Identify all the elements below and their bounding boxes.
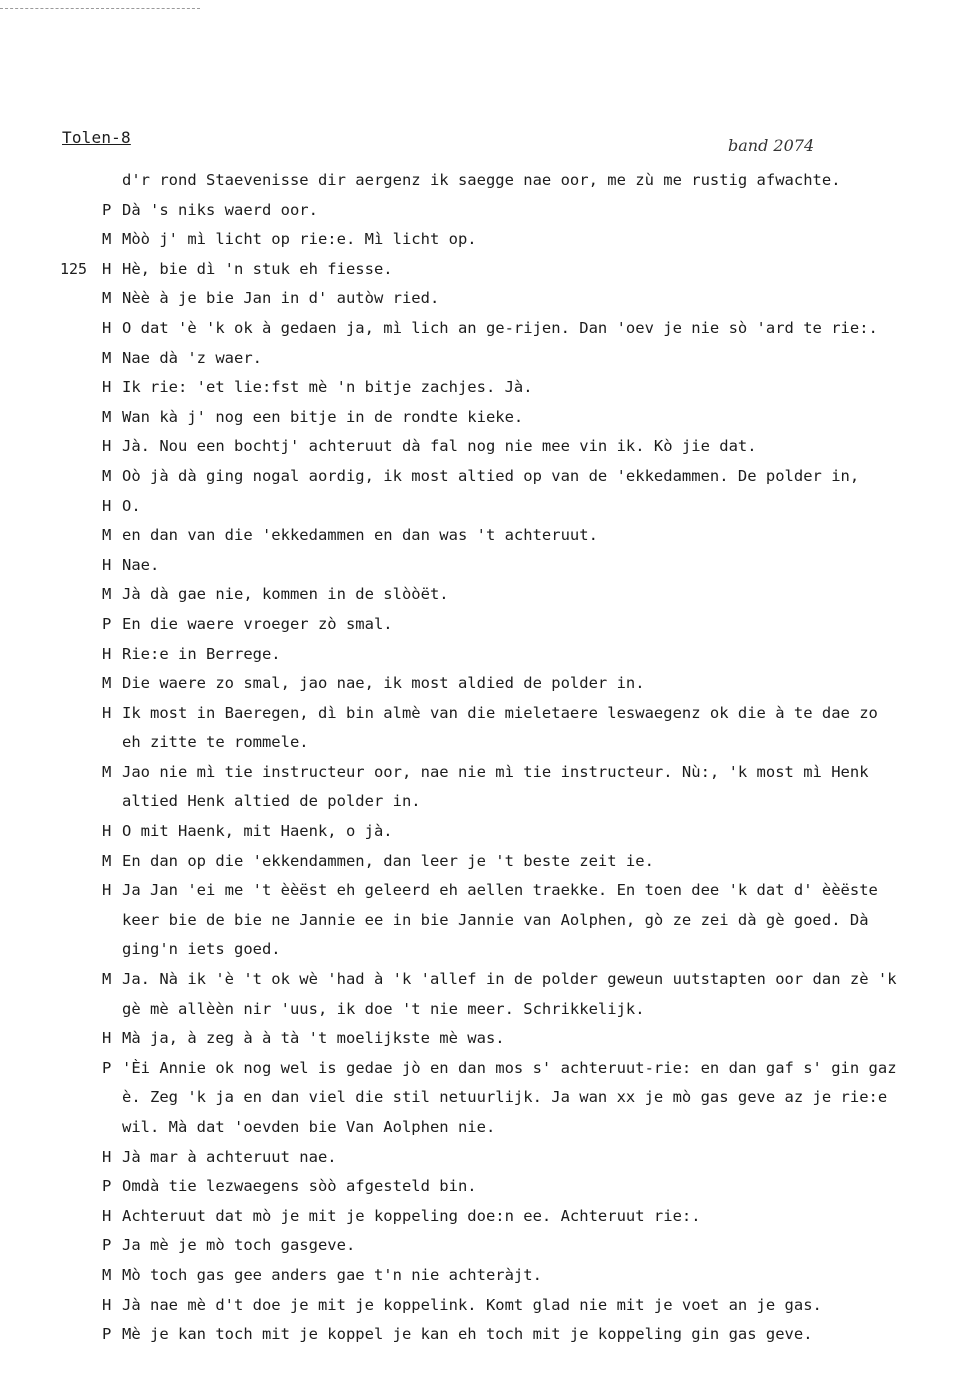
utterance-text: Mòò j' mì licht op rie:e. Mì licht op. [122,230,477,249]
utterance-text: Mè je kan toch mit je koppel je kan eh toch mit je koppeling gin gas geve. [122,1325,813,1344]
transcript-line [60,1024,950,1054]
utterance-text: Oò jà dà ging nogal aordig, ik most altied op van de 'ekkedammen. De polder in, [122,466,860,485]
speaker-label: H [102,881,112,900]
utterance-text: Mà ja, à zeg à à tà 't moelijkste mè was. [122,1029,505,1048]
utterance-text: Ja Jan 'ei me 't èèëst eh geleerd eh aellen traekke. En toen dee 'k dat d' èèëste [122,881,878,900]
utterance-text: Jà. Nou een bochtj' achteruut dà fal nog nie mee vin ik. Kò jie dat. [122,437,757,456]
transcript-line [60,640,950,670]
speaker-label: M [102,289,112,308]
utterance-text: altied Henk altied de polder in. [122,792,421,811]
transcript-line [60,876,950,906]
utterance-text: Die waere zo smal, jao nae, ik most aldied de polder in. [122,674,645,693]
utterance-text: Nae dà 'z waer. [122,348,262,367]
utterance-text: Ik rie: 'et lie:fst mè 'n bitje zachjes. Jà. [122,378,533,397]
transcript-line [60,1054,950,1084]
transcript-line [60,314,950,344]
transcript-line [60,344,950,374]
utterance-text: En die waere vroeger zò smal. [122,614,393,633]
speaker-label: P [102,1325,112,1344]
speaker-label: M [102,348,112,367]
speaker-label: H [102,1029,112,1048]
utterance-text: Omdà tie lezwaegens sòò afgesteld bin. [122,1177,477,1196]
speaker-label: P [102,1058,112,1077]
transcript-line [60,817,950,847]
transcript-line [60,521,950,551]
speaker-label: P [102,1236,112,1255]
utterance-text: Nae. [122,555,160,574]
utterance-text: Nèè à je bie Jan in d' autòw ried. [122,289,440,308]
transcript-line [60,1143,950,1173]
transcript-line [60,196,950,226]
utterance-text: 'Èi Annie ok nog wel is gedae jò en dan mos s' achteruut-rie: en dan gaf s' gin gaz [122,1058,897,1077]
utterance-text: Wan kà j' nog een bitje in de rondte kieke. [122,407,524,426]
transcript-line [60,166,950,196]
speaker-label: M [102,1265,112,1284]
transcript-line [60,965,950,995]
speaker-label: M [102,585,112,604]
speaker-label: M [102,466,112,485]
transcript-line [60,610,950,640]
utterance-text: eh zitte te rommele. [122,733,309,752]
speaker-label: M [102,407,112,426]
utterance-text: Ik most in Baeregen, dì bin almè van die mieletaere leswaegenz ok die à te dae zo [122,703,878,722]
utterance-text: Jà nae mè d't doe je mit je koppelink. Komt glad nie mit je voet an je gas. [122,1295,822,1314]
transcript-line [60,1113,950,1143]
speaker-label: H [102,822,112,841]
document-title: Tolen-8 [62,128,131,147]
utterance-text: wil. Mà dat 'oevden bie Van Aolphen nie. [122,1118,496,1136]
transcript-line [60,669,950,699]
speaker-label: H [102,1206,112,1225]
utterance-text: Mò toch gas gee anders gae t'n nie achteràjt. [122,1265,542,1284]
transcript-line [60,225,950,255]
transcript-line [60,1083,950,1113]
transcript-line [60,551,950,581]
speaker-label: H [102,318,112,337]
utterance-text: Jao nie mì tie instructeur oor, nae nie mì tie instructeur. Nù:, 'k most mì Henk [122,762,869,781]
transcript-line [60,995,950,1025]
line-number: 125 [60,259,88,278]
speaker-label: H [102,555,112,574]
speaker-label: H [102,1147,112,1166]
speaker-label: H [102,437,112,456]
transcript-line [60,492,950,522]
transcript-line [60,1172,950,1202]
scan-edge-rule [0,8,200,9]
utterance-text: Dà 's niks waerd oor. [122,200,318,219]
speaker-label: H [102,1295,112,1314]
speaker-label: H [102,378,112,397]
utterance-text: Jà mar à achteruut nae. [122,1147,337,1166]
speaker-label: H [102,703,112,722]
transcript-line [60,699,950,729]
utterance-text: Achteruut dat mò je mit je koppeling doe:n ee. Achteruut rie:. [122,1206,701,1225]
utterance-text: Ja mè je mò toch gasgeve. [122,1236,356,1255]
transcript-line [60,906,950,936]
utterance-text: è. Zeg 'k ja en dan viel die stil netuurlijk. Ja wan xx je mò gas geve az je rie:e [122,1088,888,1107]
transcript-line [60,787,950,817]
transcript-line [60,255,950,285]
speaker-label: M [102,526,112,545]
utterance-text: Ja. Nà ik 'è 't ok wè 'had à 'k 'allef in de polder geweun uutstapten oor dan zè 'k [122,970,897,989]
speaker-label: H [102,496,112,515]
speaker-label: M [102,851,112,870]
utterance-text: en dan van die 'ekkedammen en dan was 't achteruut. [122,526,598,545]
utterance-text: d'r rond Staevenisse dir aergenz ik saegge nae oor, me zù me rustig afwachte. [122,171,841,189]
transcript-line [60,758,950,788]
speaker-label: M [102,674,112,693]
speaker-label: P [102,200,112,219]
transcript-line [60,1291,950,1321]
transcript-line [60,1231,950,1261]
transcript-line [60,373,950,403]
utterance-text: O. [122,496,141,515]
speaker-label: H [102,259,112,278]
transcript-body [60,166,950,1350]
speaker-label: H [102,644,112,663]
utterance-text: O mit Haenk, mit Haenk, o jà. [122,822,393,841]
transcript-line [60,1320,950,1350]
transcript-line [60,432,950,462]
speaker-label: P [102,1177,112,1196]
utterance-text: Rie:e in Berrege. [122,644,281,663]
transcript-line [60,1202,950,1232]
speaker-label: M [102,230,112,249]
utterance-text: ging'n iets goed. [122,940,281,959]
transcript-line [60,1261,950,1291]
speaker-label: P [102,614,112,633]
utterance-text: keer bie de bie ne Jannie ee in bie Jannie van Aolphen, gò ze zei dà gè goed. Dà [122,910,869,929]
transcript-line [60,580,950,610]
utterance-text: gè mè allèèn nir 'uus, ik doe 't nie meer. Schrikkelijk. [122,999,645,1018]
handwritten-band-note: band 2074 [728,136,815,155]
transcript-line [60,284,950,314]
transcript-line [60,847,950,877]
transcript-line [60,935,950,965]
transcript-line [60,728,950,758]
transcript-line [60,462,950,492]
speaker-label: M [102,762,112,781]
utterance-text: O dat 'è 'k ok à gedaen ja, mì lich an ge-rijen. Dan 'oev je nie sò 'ard te rie:. [122,318,878,337]
utterance-text: Jà dà gae nie, kommen in de slòòët. [122,585,449,604]
utterance-text: En dan op die 'ekkendammen, dan leer je 't beste zeit ie. [122,851,654,870]
transcript-line [60,403,950,433]
utterance-text: Hè, bie dì 'n stuk eh fiesse. [122,259,393,278]
speaker-label: M [102,970,112,989]
